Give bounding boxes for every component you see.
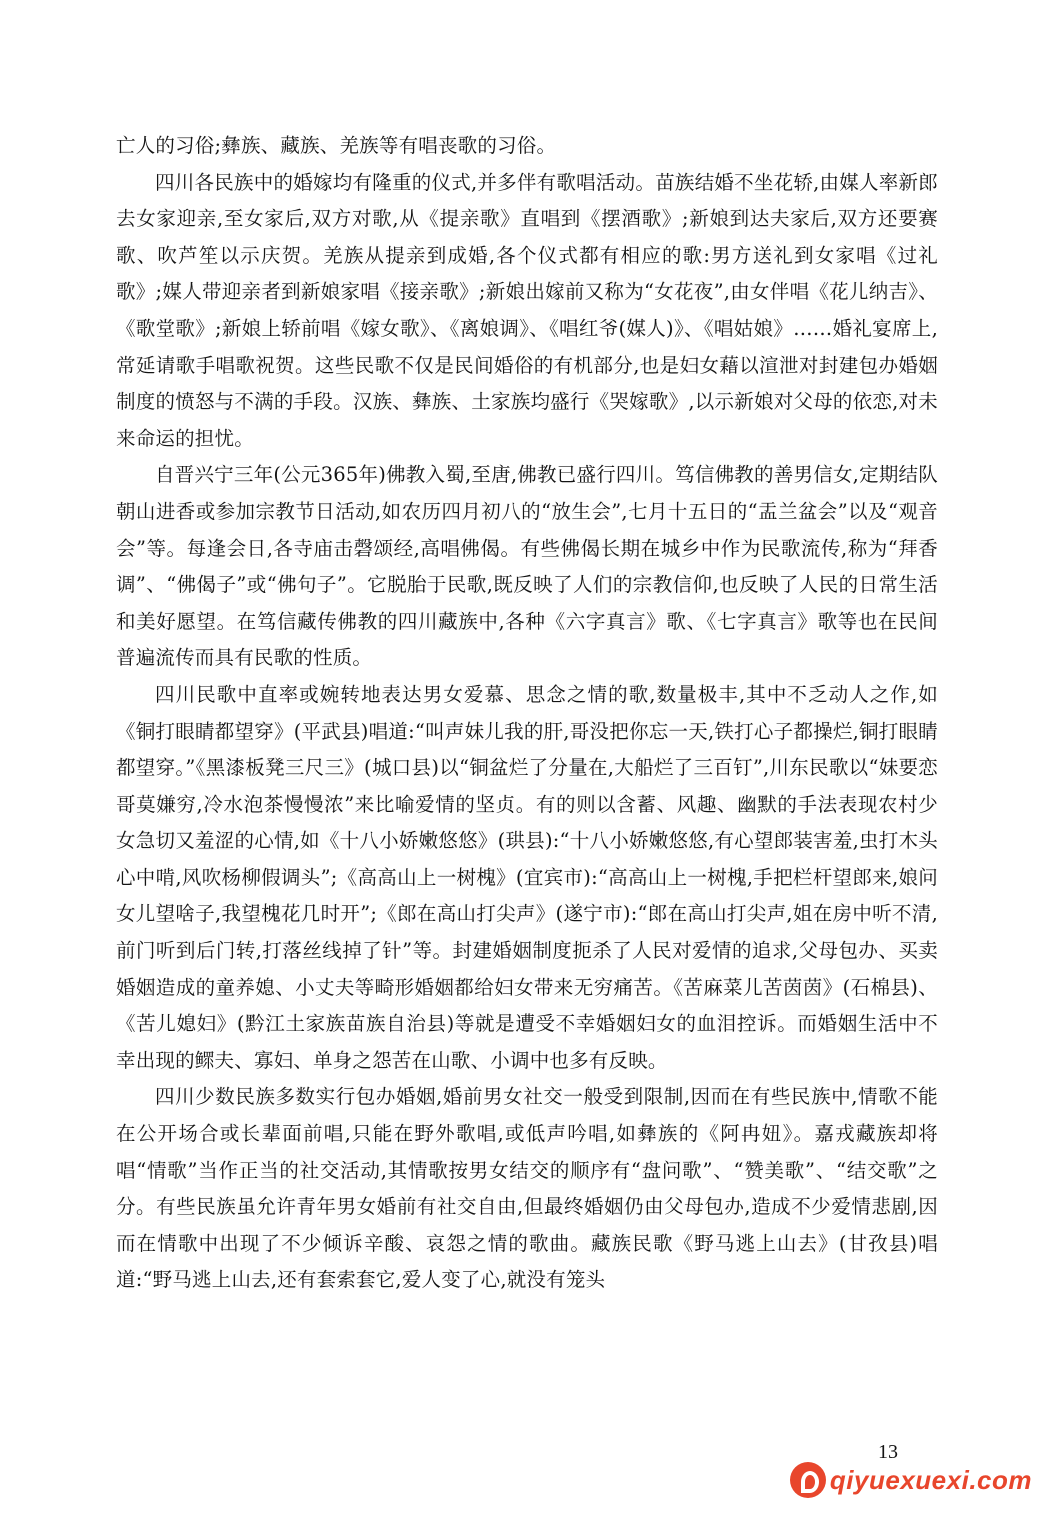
site-watermark [790, 1462, 1032, 1498]
page-number: 13 [878, 1441, 898, 1463]
paragraph-5: 四川少数民族多数实行包办婚姻,婚前男女社交一般受到限制,因而在有些民族中,情歌不能在公开场合或长辈面前唱,只能在野外歌唱,或低声吟唱,如彝族的《阿冉妞》。嘉戎藏族却将唱“情歌”当作正当的社交活动,其情歌按男女结交的顺序有“盘问歌”、“赞美歌”、“结交歌”之分。有些民族虽允许青年男女婚前有社交自由,但最终婚姻仍由父母包办,造成不少爱情悲剧,因而在情歌中出现了不少倾诉辛酸、哀怨之情的歌曲。藏族民歌《野马逃上山去》(甘孜县)唱道:“野马逃上山去,还有套索套它,爱人变了心,就没有笼头 [116, 1085, 938, 1292]
paragraph-3: 自晋兴宁三年(公元365年)佛教入蜀,至唐,佛教已盛行四川。笃信佛教的善男信女,定期结队朝山进香或参加宗教节日活动,如农历四月初八的“放生会”,七月十五日的“盂兰盆会”以及“观音会”等。每逢会日,各寺庙击磬颂经,高唱佛偈。有些佛偈长期在城乡中作为民歌流传,称为“拜香调”、“佛偈子”或“佛句子”。它脱胎于民歌,既反映了人们的宗教信仰,也反映了人民的日常生活和美好愿望。在笃信藏传佛教的四川藏族中,各种《六字真言》歌、《七字真言》歌等也在民间普遍流传而具有民歌的性质。 [116, 463, 938, 670]
music-note-logo-icon [790, 1462, 826, 1498]
watermark-text: qiyuexuexi.com [829, 1464, 1032, 1495]
paragraph-2: 四川各民族中的婚嫁均有隆重的仪式,并多伴有歌唱活动。苗族结婚不坐花轿,由媒人率新郎去女家迎亲,至女家后,双方对歌,从《提亲歌》直唱到《摆酒歌》;新娘到达夫家后,双方还要赛歌、吹芦笙以示庆贺。羌族从提亲到成婚,各个仪式都有相应的歌:男方送礼到女家唱《过礼歌》;媒人带迎亲者到新娘家唱《接亲歌》;新娘出嫁前又称为“女花夜”,由女伴唱《花儿纳吉》、《歌堂歌》;新娘上轿前唱《嫁女歌》、《离娘调》、《唱红爷(媒人)》、《唱姑娘》……婚礼宴席上,常延请歌手唱歌祝贺。这些民歌不仅是民间婚俗的有机部分,也是妇女藉以渲泄对封建包办婚姻制度的愤怒与不满的手段。汉族、彝族、土家族均盛行《哭嫁歌》,以示新娘对父母的依恋,对未来命运的担忧。 [116, 170, 938, 450]
paragraph-4: 四川民歌中直率或婉转地表达男女爱慕、思念之情的歌,数量极丰,其中不乏动人之作,如《铜打眼睛都望穿》(平武县)唱道:“叫声妹儿我的肝,哥没把你忘一天,铁打心子都操烂,铜打眼睛都望穿。”《黑漆板凳三尺三》(城口县)以“铜盆烂了分量在,大船烂了三百钉”,川东民歌以“妹要恋哥莫嫌穷,冷水泡茶慢慢浓”来比喻爱情的坚贞。有的则以含蓄、风趣、幽默的手法表现农村少女急切又羞涩的心情,如《十八小娇嫩悠悠》(珙县):“十八小娇嫩悠悠,有心望郎装害羞,虫打木头心中啃,风吹杨柳假调头”;《高高山上一树槐》(宜宾市):“高高山上一树槐,手把栏杆望郎来,娘问女儿望啥子,我望槐花几时开”;《郎在高山打尖声》(遂宁市):“郎在高山打尖声,姐在房中听不清,前门听到后门转,打落丝线掉了针”等。封建婚姻制度扼杀了人民对爱情的追求,父母包办、买卖婚姻造成的童养媳、小丈夫等畸形婚姻都给妇女带来无穷痛苦。《苦麻菜儿苦茵茵》(石棉县)、《苦儿媳妇》(黔江土家族苗族自治县)等就是遭受不幸婚姻妇女的血泪控诉。而婚姻生活中不幸出现的鳏夫、寡妇、单身之怨苦在山歌、小调中也多有反映。 [116, 682, 938, 1072]
document-page [116, 128, 938, 1299]
paragraph-1: 亡人的习俗;彝族、藏族、羌族等有唱丧歌的习俗。 [116, 134, 557, 157]
